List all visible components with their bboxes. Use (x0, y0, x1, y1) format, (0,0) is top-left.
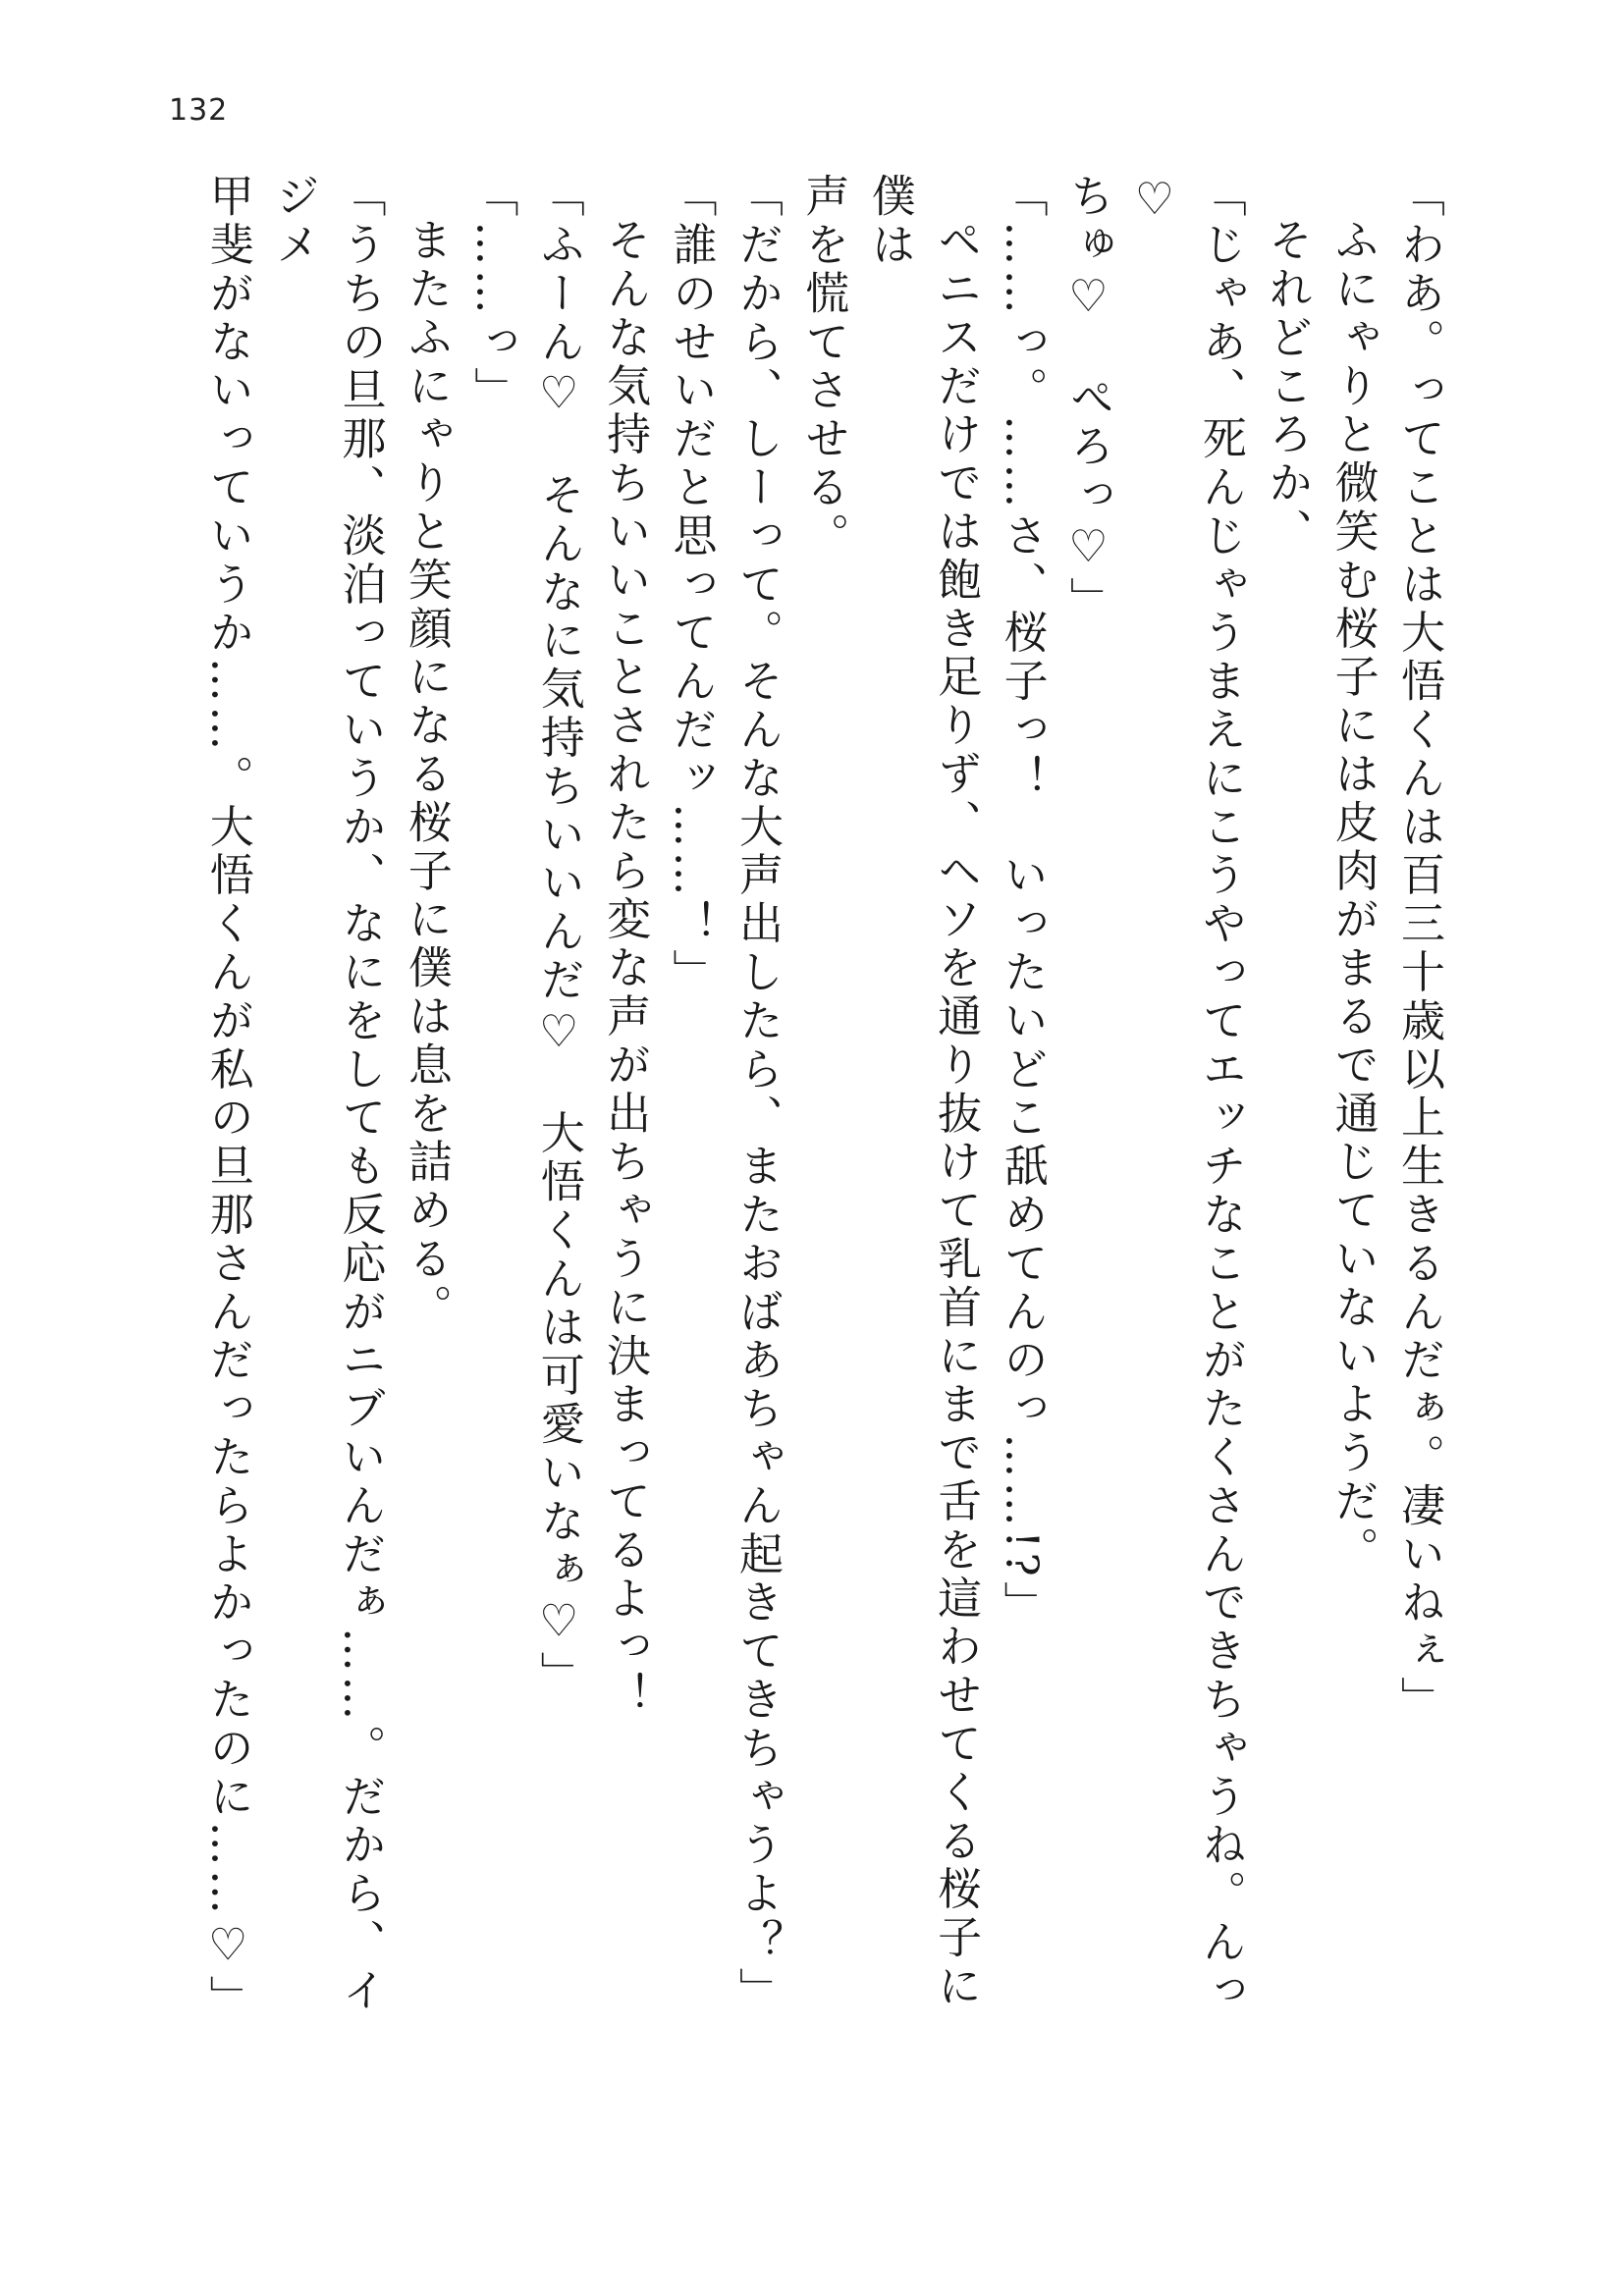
text-line-12: 「ふーん♡ そんなに気持ちいいんだ♡ 大悟くんは可愛いなぁ♡」 (532, 173, 585, 1700)
text-line-10: 「誰のせいだと思ってんだッ……！」 (665, 173, 718, 997)
text-line-15: 「うちの旦那、淡泊っていうか、なにをしても反応がニブいんだぁ……。だから、イジメ (268, 173, 387, 2016)
text-line-14: またふにゃりと笑顔になる桜子に僕は息を詰める。 (400, 217, 453, 1333)
vertical-text-body (156, 173, 1452, 2038)
text-line-4: 「じゃあ、死んじゃうまえにこうやってエッチなことがたくさんできちゃうね。んっ♡ (1128, 173, 1247, 2016)
text-line-6: 「……っ。……さ、桜子っ！ いったいどこ舐めてんのっ……!?」 (996, 173, 1049, 1629)
text-line-13: 「……っ」 (466, 173, 519, 415)
text-line-16: 甲斐がないっていうか……。大悟くんが私の旦那さんだったらよかったのに……♡」 (201, 173, 254, 2024)
text-line-7: ペニスだけでは飽き足りず、ヘソを通り抜けて乳首にまで舌を這わせてくる桜子に僕は (863, 173, 983, 2011)
text-line-11: そんな気持ちいいことされたら変な声が出ちゃうに決まってるよっ！ (599, 217, 652, 1721)
page-number: 132 (169, 93, 229, 128)
text-line-1: 「わあ。ってことは大悟くんは百三十歳以上生きるんだぁ。凄いねぇ」 (1393, 173, 1445, 1725)
text-line-3: それどころか、 (1261, 217, 1314, 557)
text-line-9: 「だから、しーって。そんな大声出したら、またおばあちゃん起きてきちゃうよ？」 (731, 173, 784, 2016)
text-line-2: ふにゃりと微笑む桜子には皮肉がまるで通じていないようだ。 (1326, 217, 1380, 1575)
text-line-5: ちゅ♡ ぺろっ♡」 (1061, 173, 1114, 625)
text-line-8: 声を慌てさせる。 (797, 173, 850, 561)
